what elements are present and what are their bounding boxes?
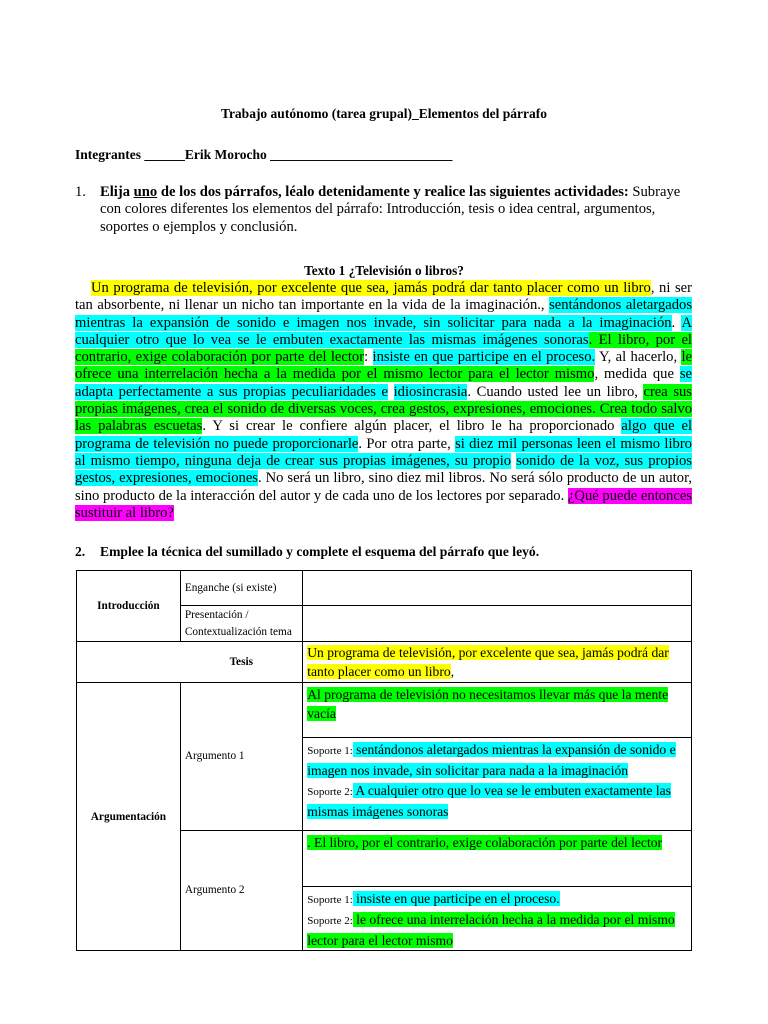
text-1-heading: Texto 1 ¿Televisión o libros? [304,263,464,278]
argumento-1-answer-cell[interactable] [303,683,692,738]
presentacion-answer-cell[interactable] [303,606,692,642]
argumento-2-soporte-1 [307,889,687,910]
highlight-green: Al programa de televisión no necesitamos llevar más que la mente vacía [307,687,669,721]
highlight-cyan: idiosincrasia [393,383,468,400]
highlight-green: . El libro, por el contrario, exige colaboración por parte del lector [75,331,692,366]
highlight-cyan: A cualquier otro que lo vea se le embuten exactamente las mismas imágenes sonoras [307,783,671,819]
argumento-1-soporte-1 [307,740,687,780]
highlight-cyan: A cualquier otro que lo vea se le embuten exactamente las mismas imágenes sonoras [75,314,692,348]
highlight-green: crea sus propias imágenes, crea el sonido de diversas voces, crea gestos, expresiones, emociones. Crea todo salvo las palabras escuetas [75,383,692,435]
argumento-1-supports-cell[interactable] [303,738,692,831]
instruction-1-lead-start: Elija [100,184,134,200]
document-title: Trabajo autónomo (tarea grupal)_Elementos del párrafo [220,106,548,121]
enganche-label-cell: Enganche (si existe) [180,571,302,606]
highlight-green: le ofrece una interrelación hecha a la medida por el mismo lector para el lector mismo [75,349,693,383]
highlight-yellow: Un programa de televisión, por excelente que sea, jamás podrá dar tanto placer como un libro [307,645,669,679]
instruction-1-lead-end: de los dos párrafos, léalo detenidamente y realice las siguientes actividades: [157,184,629,200]
instruction-1-text [100,184,692,236]
argumento-1-label-cell: Argumento 1 [180,683,302,831]
highlight-yellow: Un programa de televisión, por excelente que sea, jamás podrá dar tanto placer como un libro [91,280,651,296]
text-run: , [450,664,455,679]
soporte-label: Soporte 2: [307,786,353,798]
text-run: . [671,314,682,331]
instruction-2-number: 2. [75,544,86,559]
tesis-answer-cell[interactable] [303,642,692,683]
argumento-2-soporte-2 [307,910,687,950]
instruction-2 [75,543,692,560]
soporte-text [307,783,671,819]
presentacion-label-line-2: Contextualización tema [184,625,292,638]
table-row [77,571,692,606]
highlight-cyan: insiste en que participe en el proceso. [352,891,560,906]
argumento-2-answer-cell[interactable] [303,831,692,887]
table-row [77,642,692,683]
instruction-1-lead-underlined: uno [133,184,158,200]
highlight-cyan: sentándonos aletargados mientras la expansión de sonido e imagen nos invade, sin solicitar para nada a la imaginación [307,742,676,778]
introduccion-cell: Introducción [77,571,181,642]
text-run: . Por otra parte, [358,435,456,452]
text-run: . Cuando usted lee un libro, [467,383,644,400]
instruction-1-number: 1. [75,184,86,200]
highlight-cyan: sentándonos aletargados mientras la expansión de sonido e imagen nos invade, sin solicitar para nada a la imaginación [75,297,693,331]
instruction-1 [75,184,692,236]
highlight-cyan: se adapta perfectamente a sus propias peculiaridades e [75,366,692,400]
presentacion-label-cell [180,606,302,642]
highlight-green: . El libro, por el contrario, exige colaboración por parte del lector [307,835,663,850]
instruction-1-rest: Subraye con colores diferentes los elementos del párrafo: Introducción, tesis o idea central, argumentos, soportes o ejemplos y conclusión. [100,184,681,235]
argumento-1-soporte-2 [307,781,687,821]
enganche-answer-cell[interactable] [303,571,692,606]
highlight-cyan: algo que el programa de televisión no puede proporcionarle [75,418,693,452]
tesis-label-cell: Tesis [180,642,302,683]
highlight-cyan: insiste en que participe en el proceso. [372,349,596,366]
instruction-1-lead [100,184,629,200]
soporte-text [307,912,674,948]
highlight-magenta: ¿Qué puede entonces sustituir al libro? [75,487,692,521]
text-run: , medida que [594,366,680,383]
instruction-2-text: Emplee la técnica del sumillado y complete el esquema del párrafo que leyó. [100,544,540,559]
presentacion-label-line-1: Presentación / [184,608,249,621]
highlight-cyan: sonido de la voz, sus propios gestos, expresiones, emociones [75,452,692,487]
text-run: Y, al hacerlo, [595,349,682,366]
text-run: . Y si crear le confiere algún placer, el libro le ha proporcionado [202,418,622,435]
highlighted-paragraph [75,280,692,522]
text-run [388,384,394,400]
text-run: . No será un libro, sino diez mil libros. No será sólo producto de un autor, sino producto de la interacción del autor y de cada uno de los lectores por separado. [75,470,692,504]
soporte-text [307,742,675,778]
soporte-label: Soporte 1: [307,894,353,906]
paragraph-schema-table [76,570,692,951]
tesis-empty-cell [77,642,181,683]
integrantes-line: Integrantes ______Erik Morocho ___________________________ [75,147,453,162]
table-row [77,683,692,738]
highlight-cyan: si diez mil personas leen el mismo libro al mismo tiempo, ninguna deja de crear sus propias imágenes, su propio [75,435,692,469]
argumento-2-label-cell: Argumento 2 [180,831,302,951]
soporte-label: Soporte 1: [307,745,353,757]
soporte-text [353,891,560,906]
argumento-2-supports-cell[interactable] [303,887,692,951]
text-run: : [364,349,373,366]
highlight-green: le ofrece una interrelación hecha a la medida por el mismo lector para el lector mismo [307,912,675,948]
text-run: , ni ser tan absorbente, ni llenar un nicho tan importante en la vida de la imaginación., [75,280,692,314]
argumentacion-cell: Argumentación [77,683,181,951]
soporte-label: Soporte 2: [307,915,353,927]
